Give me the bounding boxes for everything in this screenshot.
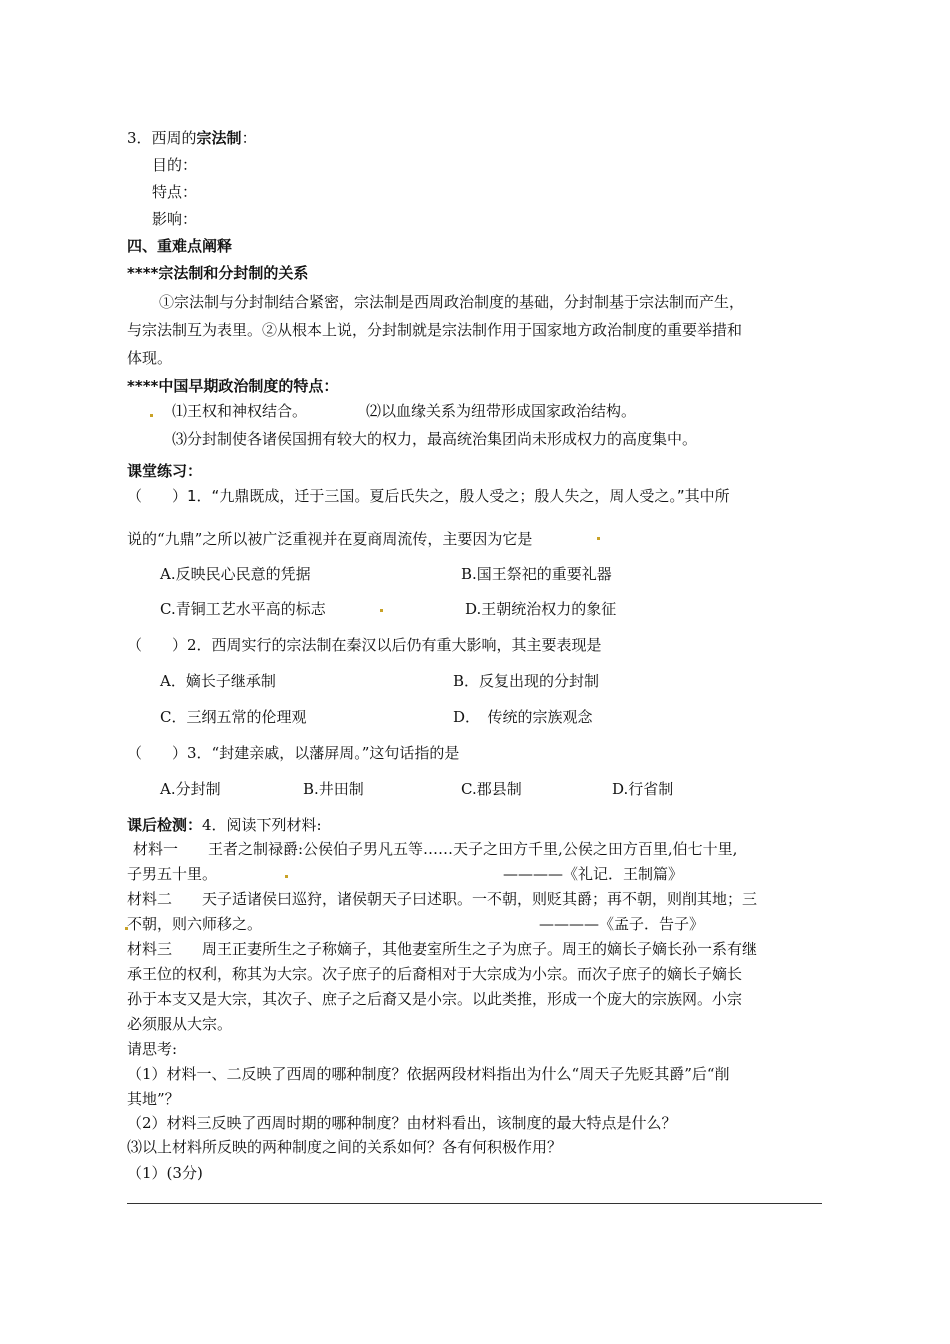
feature-1: ⑴王权和神权结合。 xyxy=(172,402,308,420)
q1-option-c: C.青铜工艺水平高的标志 xyxy=(160,600,326,618)
feature-3: ⑶分封制使各诸侯国拥有较大的权力，最高统治集团尚未形成权力的高度集中。 xyxy=(172,430,698,448)
think-question-1-line-2: 其地”？ xyxy=(127,1090,180,1108)
s3-item-feature: 特点： xyxy=(152,183,198,201)
material-3-line-4: 必须服从大宗。 xyxy=(127,1015,233,1033)
think-question-3: ⑶以上材料所反映的两种制度之间的关系如何？各有何积极作用？ xyxy=(127,1138,563,1156)
s3-item-purpose: 目的： xyxy=(152,156,198,174)
question-1-line-2: 说的“九鼎”之所以被广泛重视并在夏商周流传，主要因为它是 xyxy=(127,530,533,548)
stray-dot-2 xyxy=(597,537,600,540)
material-3-line-3: 孙于本支又是大宗，其次子、庶子之后裔又是小宗。以此类推，形成一个庞大的宗族网。小宗 xyxy=(127,990,743,1008)
think-question-2: （2）材料三反映了西周时期的哪种制度？由材料看出，该制度的最大特点是什么？ xyxy=(127,1114,677,1132)
stray-dot-4 xyxy=(285,875,288,878)
material-2-line-1: 材料二 天子适诸侯曰巡狩，诸侯朝天子曰述职。一不朝，则贬其爵；再不朝，则削其地；三 xyxy=(127,890,758,908)
relation-paragraph-line-1: ①宗法制与分封制结合紧密，宗法制是西周政治制度的基础，分封制基于宗法制而产生， xyxy=(159,293,745,311)
section-3-heading xyxy=(127,128,257,148)
features-title: ****中国早期政治制度的特点： xyxy=(127,377,339,395)
think-question-1-line-1: （1）材料一、二反映了西周的哪种制度？依据两段材料指出为什么“周天子先贬其爵”后“削 xyxy=(127,1065,730,1083)
answer-1-label: （1）(3分) xyxy=(127,1164,203,1182)
after-class-heading xyxy=(127,815,322,835)
section-3-number: 3．西周的 xyxy=(127,129,197,147)
q3-option-a: A.分封制 xyxy=(160,780,221,798)
material-2-line-2: 不朝，则六师移之。 xyxy=(127,915,263,933)
q1-option-a: A.反映民心民意的凭据 xyxy=(160,565,311,583)
s3-item-influence: 影响： xyxy=(152,210,198,228)
relation-paragraph-line-3: 体现。 xyxy=(127,349,173,367)
practice-title: 课堂练习： xyxy=(127,462,203,480)
q3-option-b: B.井田制 xyxy=(303,780,364,798)
section-4-title: 四、重难点阐释 xyxy=(127,237,233,255)
material-3-line-2: 承王位的权利，称其为大宗。次子庶子的后裔相对于大宗成为小宗。而次子庶子的嫡长子嫡长 xyxy=(127,965,743,983)
material-2-source: ————《孟子．告子》 xyxy=(539,915,705,933)
answer-underline xyxy=(127,1203,822,1204)
q3-option-c: C.郡县制 xyxy=(461,780,522,798)
material-1-line-2: 子男五十里。 xyxy=(127,865,218,883)
after-class-question: 4．阅读下列材料: xyxy=(202,816,322,834)
q2-option-b: B．反复出现的分封制 xyxy=(453,672,600,690)
think-title: 请思考: xyxy=(127,1040,178,1058)
question-1-line-1: （ ）1．“九鼎既成，迁于三国。夏后氏失之，殷人受之；殷人失之，周人受之。”其中所 xyxy=(127,487,730,505)
feature-2: ⑵以血缘关系为纽带形成国家政治结构。 xyxy=(366,402,637,420)
q1-option-b: B.国王祭祀的重要礼器 xyxy=(461,565,612,583)
relation-paragraph-line-2: 与宗法制互为表里。②从根本上说，分封制就是宗法制作用于国家地方政治制度的重要举措和 xyxy=(127,321,743,339)
material-1-line-1: 材料一 王者之制禄爵:公侯伯子男凡五等……天子之田方千里,公侯之田方百里,伯七十里, xyxy=(133,840,738,858)
question-2: （ ）2．西周实行的宗法制在秦汉以后仍有重大影响，其主要表现是 xyxy=(127,636,602,654)
material-3-line-1: 材料三 周王正妻所生之子称嫡子，其他妻室所生之子为庶子。周王的嫡长子嫡长孙一系有继 xyxy=(127,940,758,958)
section-3-colon: ： xyxy=(241,129,257,147)
q2-option-d: D． 传统的宗族观念 xyxy=(453,708,593,726)
q2-option-c: C．三纲五常的伦理观 xyxy=(160,708,307,726)
q1-option-d: D.王朝统治权力的象征 xyxy=(465,600,617,618)
question-3: （ ）3．“封建亲戚，以藩屏周。”这句话指的是 xyxy=(127,744,460,762)
stray-dot-3 xyxy=(380,609,383,612)
section-3-keyword: 宗法制 xyxy=(196,129,242,147)
material-1-source: ————《礼记．王制篇》 xyxy=(503,865,684,883)
after-class-title: 课后检测： xyxy=(127,816,203,834)
stray-dot-1 xyxy=(150,414,153,417)
q2-option-a: A．嫡长子继承制 xyxy=(160,672,276,690)
q3-option-d: D.行省制 xyxy=(612,780,674,798)
relation-title: ****宗法制和分封制的关系 xyxy=(127,264,309,282)
